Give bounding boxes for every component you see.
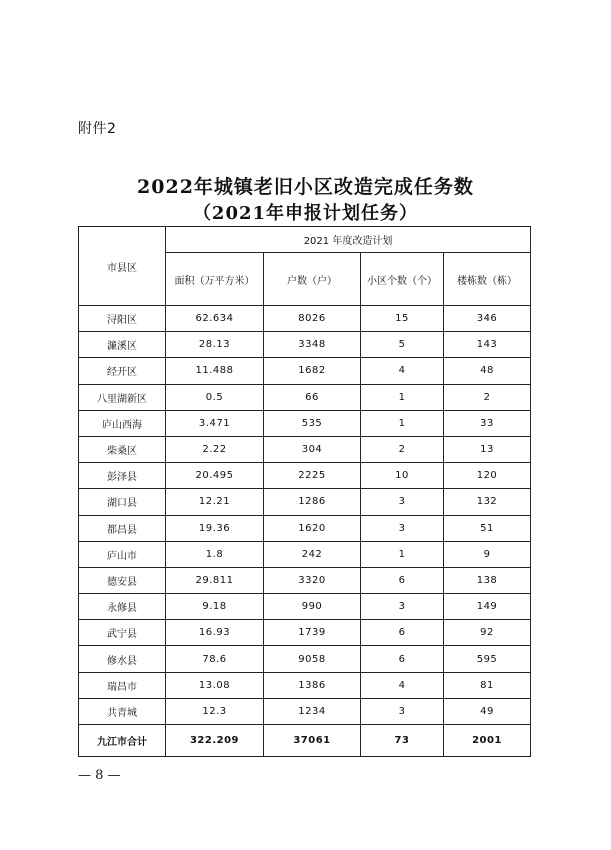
cell-buildings: 9 — [444, 541, 531, 567]
cell-households: 1620 — [264, 515, 361, 541]
cell-communities: 6 — [361, 646, 444, 672]
table-row — [79, 306, 531, 332]
cell-region: 经开区 — [79, 358, 166, 384]
cell-communities: 1 — [361, 384, 444, 410]
cell-households: 1286 — [264, 489, 361, 515]
cell-households: 9058 — [264, 646, 361, 672]
table-row — [79, 620, 531, 646]
cell-region: 庐山西海 — [79, 410, 166, 436]
cell-households: 1234 — [264, 698, 361, 724]
header-households: 户数（户） — [264, 253, 361, 306]
cell-households: 535 — [264, 410, 361, 436]
cell-buildings: 132 — [444, 489, 531, 515]
document-subtitle: （2021年申报计划任务） — [192, 203, 419, 224]
cell-area: 2.22 — [166, 436, 264, 462]
cell-region: 彭泽县 — [79, 463, 166, 489]
cell-communities: 15 — [361, 306, 444, 332]
cell-households: 3348 — [264, 332, 361, 358]
table-row — [79, 698, 531, 724]
cell-communities: 10 — [361, 463, 444, 489]
cell-households: 8026 — [264, 306, 361, 332]
cell-households: 1682 — [264, 358, 361, 384]
cell-households: 242 — [264, 541, 361, 567]
table-row — [79, 567, 531, 593]
cell-households: 3320 — [264, 567, 361, 593]
cell-region: 永修县 — [79, 594, 166, 620]
cell-communities: 3 — [361, 515, 444, 541]
cell-buildings: 13 — [444, 436, 531, 462]
table-row — [79, 463, 531, 489]
cell-area: 322.209 — [166, 725, 264, 757]
renovation-task-table — [78, 226, 531, 757]
cell-area: 29.811 — [166, 567, 264, 593]
cell-region: 湖口县 — [79, 489, 166, 515]
cell-region: 修水县 — [79, 646, 166, 672]
cell-region: 德安县 — [79, 567, 166, 593]
cell-buildings: 120 — [444, 463, 531, 489]
cell-area: 13.08 — [166, 672, 264, 698]
cell-communities: 2 — [361, 436, 444, 462]
header-buildings: 楼栋数（栋） — [444, 253, 531, 306]
cell-buildings: 33 — [444, 410, 531, 436]
cell-buildings: 49 — [444, 698, 531, 724]
cell-households: 990 — [264, 594, 361, 620]
cell-region: 庐山市 — [79, 541, 166, 567]
cell-area: 11.488 — [166, 358, 264, 384]
cell-households: 66 — [264, 384, 361, 410]
cell-region: 武宁县 — [79, 620, 166, 646]
document-title: 2022年城镇老旧小区改造完成任务数 — [137, 176, 474, 198]
cell-region: 九江市合计 — [79, 725, 166, 757]
table-row — [79, 410, 531, 436]
cell-communities: 1 — [361, 541, 444, 567]
cell-area: 28.13 — [166, 332, 264, 358]
cell-communities: 6 — [361, 567, 444, 593]
cell-area: 1.8 — [166, 541, 264, 567]
cell-buildings: 346 — [444, 306, 531, 332]
cell-communities: 73 — [361, 725, 444, 757]
cell-buildings: 149 — [444, 594, 531, 620]
table-row — [79, 358, 531, 384]
cell-communities: 6 — [361, 620, 444, 646]
header-region: 市县区 — [79, 227, 166, 306]
table-row — [79, 489, 531, 515]
cell-buildings: 2 — [444, 384, 531, 410]
header-communities: 小区个数（个） — [361, 253, 444, 306]
cell-communities: 3 — [361, 489, 444, 515]
cell-buildings: 92 — [444, 620, 531, 646]
cell-communities: 1 — [361, 410, 444, 436]
cell-region: 共青城 — [79, 698, 166, 724]
cell-area: 16.93 — [166, 620, 264, 646]
cell-buildings: 138 — [444, 567, 531, 593]
cell-communities: 4 — [361, 672, 444, 698]
cell-area: 19.36 — [166, 515, 264, 541]
table-total-row — [79, 725, 531, 757]
cell-households: 1739 — [264, 620, 361, 646]
page-number: — 8 — — [78, 768, 121, 783]
cell-communities: 5 — [361, 332, 444, 358]
table-row — [79, 384, 531, 410]
cell-households: 37061 — [264, 725, 361, 757]
table-row — [79, 332, 531, 358]
cell-area: 12.21 — [166, 489, 264, 515]
table-row — [79, 646, 531, 672]
attachment-label: 附件2 — [78, 121, 117, 137]
cell-communities: 3 — [361, 698, 444, 724]
table-row — [79, 436, 531, 462]
table-row — [79, 594, 531, 620]
header-area: 面积（万平方米） — [166, 253, 264, 306]
cell-communities: 3 — [361, 594, 444, 620]
header-plan-group: 2021 年度改造计划 — [166, 227, 531, 253]
cell-buildings: 81 — [444, 672, 531, 698]
cell-area: 20.495 — [166, 463, 264, 489]
cell-area: 0.5 — [166, 384, 264, 410]
cell-region: 瑞昌市 — [79, 672, 166, 698]
cell-region: 柴桑区 — [79, 436, 166, 462]
table-row — [79, 672, 531, 698]
cell-region: 濂溪区 — [79, 332, 166, 358]
cell-area: 9.18 — [166, 594, 264, 620]
cell-area: 78.6 — [166, 646, 264, 672]
cell-communities: 4 — [361, 358, 444, 384]
cell-region: 八里湖新区 — [79, 384, 166, 410]
cell-buildings: 51 — [444, 515, 531, 541]
cell-area: 3.471 — [166, 410, 264, 436]
cell-area: 12.3 — [166, 698, 264, 724]
cell-households: 1386 — [264, 672, 361, 698]
table-row — [79, 515, 531, 541]
cell-region: 浔阳区 — [79, 306, 166, 332]
table-row — [79, 541, 531, 567]
cell-buildings: 143 — [444, 332, 531, 358]
cell-households: 2225 — [264, 463, 361, 489]
cell-region: 都昌县 — [79, 515, 166, 541]
cell-buildings: 595 — [444, 646, 531, 672]
cell-buildings: 48 — [444, 358, 531, 384]
cell-households: 304 — [264, 436, 361, 462]
cell-area: 62.634 — [166, 306, 264, 332]
cell-buildings: 2001 — [444, 725, 531, 757]
